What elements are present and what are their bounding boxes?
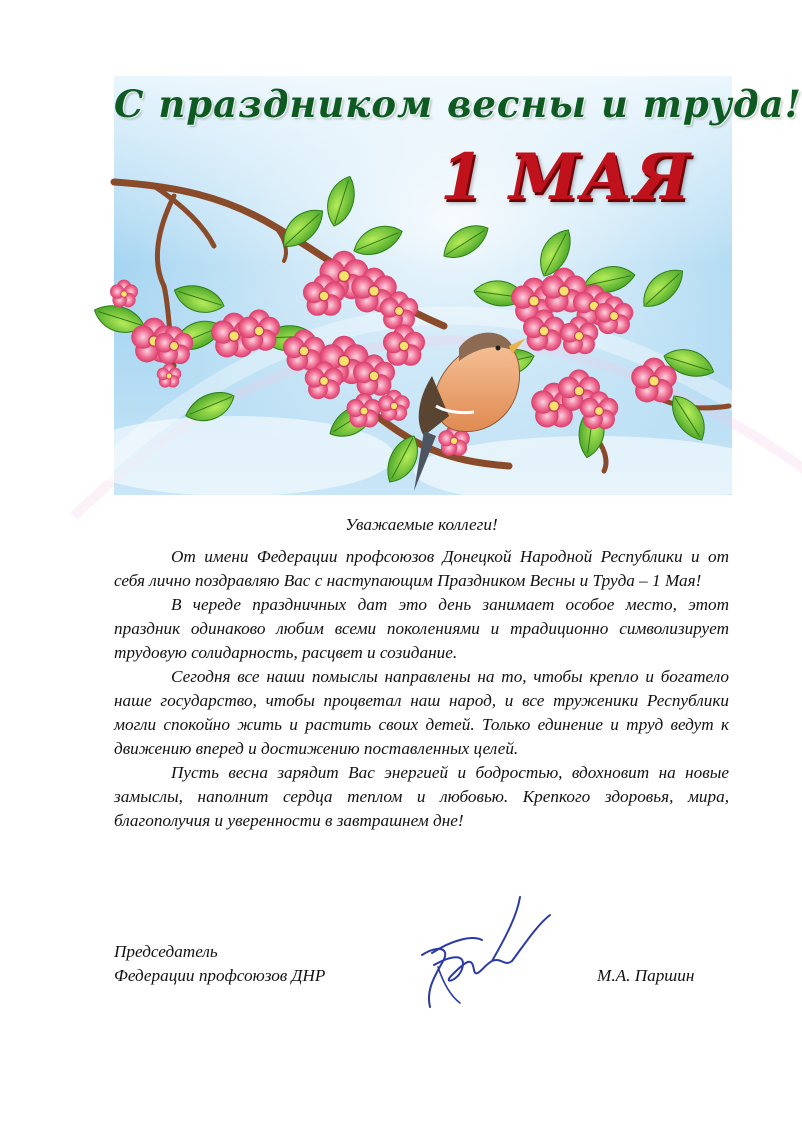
banner-date: 1 МАЯ — [440, 140, 692, 215]
paragraph: Пусть весна зарядит Вас энергией и бодростью, вдохновит на новые замыслы, наполнит сердца теплом и любовью. Крепкого здоровья, мира, благополучия и уверенности в завтрашнем дне! — [114, 763, 729, 830]
handwritten-signature — [412, 895, 552, 1015]
position-line: Председатель — [114, 942, 218, 961]
paragraph: В череде праздничных дат это день занимает особое место, этот праздник одинаково любим всеми поколениями и традиционно символизирует трудовую солидарность, расцвет и созидание. — [114, 595, 729, 662]
salutation: Уважаемые коллеги! — [345, 515, 498, 534]
signatory-position — [114, 940, 325, 988]
letter-body — [114, 545, 729, 833]
signatory-name: М.А. Паршин — [597, 966, 695, 985]
organization-line: Федерации профсоюзов ДНР — [114, 966, 326, 985]
paragraph: От имени Федерации профсоюзов Донецкой Народной Республики и от себя лично поздравляю Вас с наступающим Праздником Весны и Труда – 1 Мая! — [114, 547, 729, 590]
banner-title: С праздником весны и труда! — [114, 82, 802, 126]
greeting-card-banner — [114, 76, 802, 495]
spring-blossom-illustration — [114, 76, 802, 495]
paragraph: Сегодня все наши помыслы направлены на то, чтобы крепло и богатело наше государство, чтобы процветал наш народ, и все труженики Республики могли спокойно жить и растить своих детей. Только единение и труд ведут к движению вперед и достижению поставленных целей. — [114, 667, 729, 758]
